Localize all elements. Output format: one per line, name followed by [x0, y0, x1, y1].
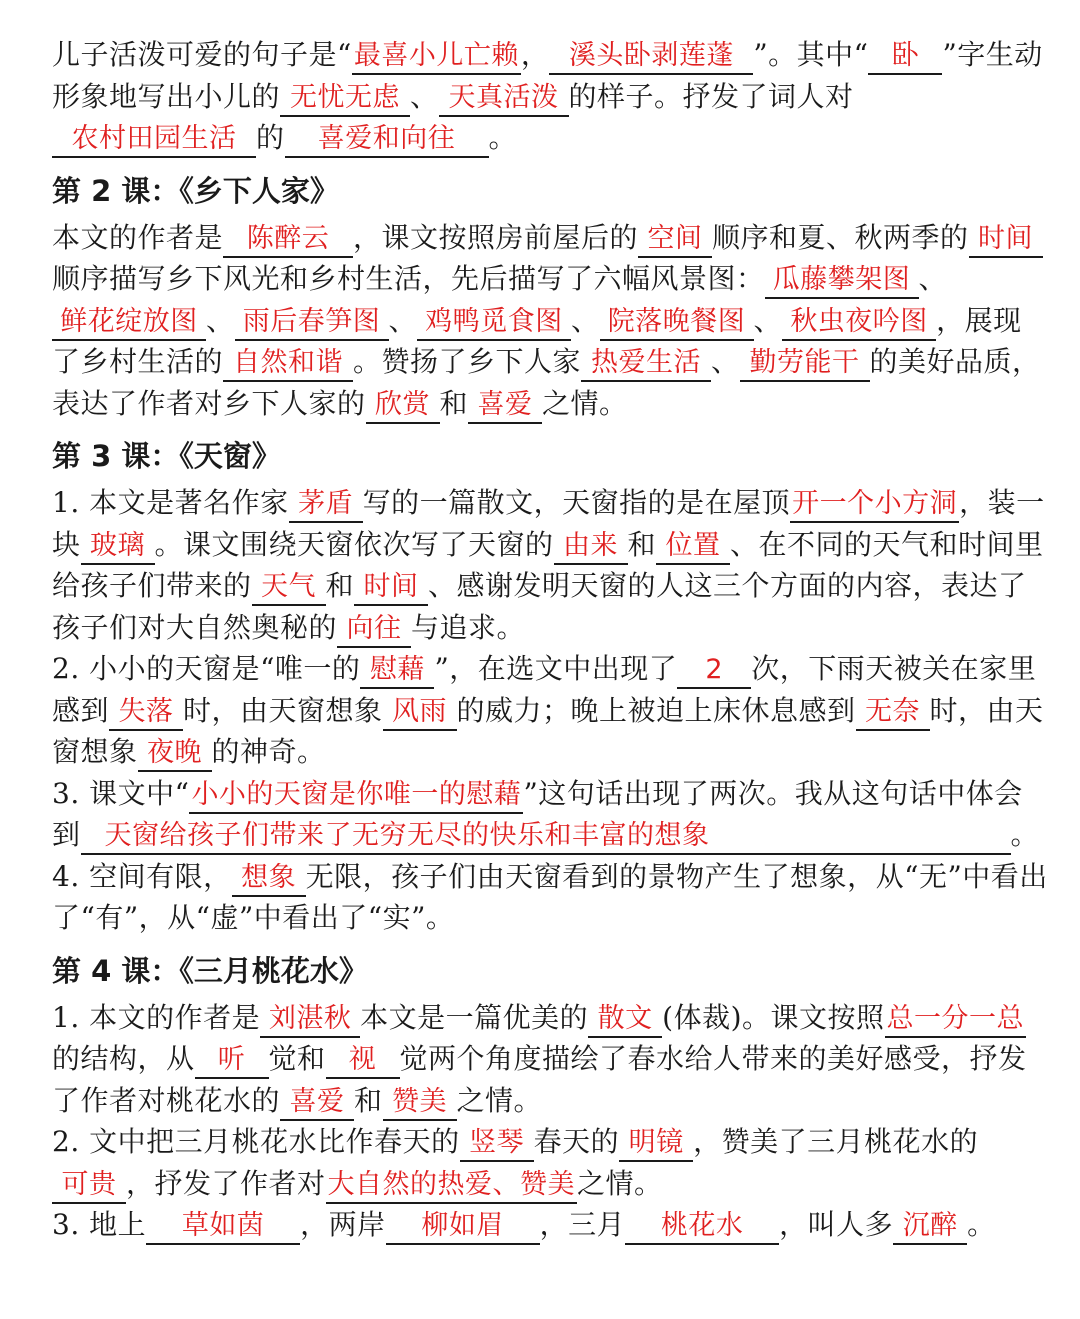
answer-blank: [765, 262, 919, 299]
answer-blank: [326, 1042, 400, 1079]
text: 本文是一篇优美的: [360, 1000, 589, 1034]
answer-blank: [856, 694, 930, 731]
text: ，抒发了作者对: [126, 1166, 326, 1200]
answer-blank: [885, 1001, 1027, 1038]
text: 无限，孩子们由天窗看到的景物产生了想象，从“无”中看出了“有”，从“虚”中看出了“实”。: [52, 859, 1048, 934]
answer-blank: [280, 80, 410, 117]
answer: 柳如眉: [421, 1210, 504, 1241]
answer: 竖琴: [469, 1127, 525, 1158]
text: 的结构，从: [52, 1042, 195, 1075]
answer-blank: [969, 221, 1043, 258]
text: 、: [753, 303, 783, 337]
answer: 院落晚餐图: [607, 305, 746, 337]
text: 、: [918, 262, 948, 295]
answer: 总一分一总: [886, 1002, 1024, 1034]
answer: 小小的天窗是你唯一的慰藉: [191, 778, 522, 810]
answer-blank: [782, 304, 936, 341]
answer: 刘湛秋: [268, 1002, 352, 1034]
answer-blank: [280, 1084, 354, 1121]
lesson-3-item-1: [52, 482, 1050, 648]
answer-blank: [366, 387, 440, 424]
text: 儿子活泼可爱的句子是“: [52, 38, 352, 71]
lesson-3-item-2: [52, 648, 1050, 773]
answer: 茅盾: [298, 488, 354, 519]
text: 。: [1010, 818, 1040, 851]
answer-blank: [189, 777, 523, 814]
answer: 瓜藤攀架图: [772, 264, 911, 295]
text: 之情。: [456, 1083, 543, 1117]
intro-paragraph: [52, 34, 1050, 159]
lesson-3-item-4: [52, 856, 1050, 939]
text: 、: [571, 303, 600, 337]
text: 和: [325, 569, 355, 602]
answer-blank: [52, 1167, 126, 1204]
answer: 鸡鸭觅食图: [425, 305, 563, 337]
answer-blank: [232, 860, 306, 897]
lesson-3-item-3: [52, 773, 1050, 856]
answer: 自然和谐: [233, 347, 344, 378]
answer: 溪头卧剥莲蓬: [568, 40, 734, 71]
answer-blank: [439, 80, 569, 117]
answer: 陈醉云: [246, 222, 330, 254]
answer-blank: [252, 569, 326, 606]
text: 2. 小小的天窗是“唯一的: [52, 652, 361, 685]
answer-blank: [383, 1084, 457, 1121]
answer: 慰藉: [369, 654, 425, 685]
answer-blank: [549, 38, 753, 75]
text: ，叫人多: [779, 1208, 894, 1241]
text: 、感谢发明天窗的人这三个方面的内容，表达了孩子们对大自然奥秘的: [52, 569, 1027, 644]
answer: 喜爱: [477, 388, 533, 420]
text: ”字生动形象地写出小儿的: [52, 38, 1043, 113]
answer: 欣赏: [375, 388, 431, 420]
lesson-4-item-1: [52, 997, 1050, 1122]
answer: 喜爱和向往: [317, 123, 456, 154]
text: 觉两个角度描绘了春水给人带来的美好感受，抒发了作者对桃花水的: [52, 1042, 1027, 1117]
text: 1. 本文的作者是: [52, 1000, 261, 1034]
answer-blank: [619, 1125, 693, 1162]
text: 的神奇。: [211, 735, 326, 768]
text: 时，由天窗想象: [52, 693, 1044, 768]
answer-blank: [638, 221, 712, 258]
answer: 秋虫夜吟图: [790, 305, 928, 337]
answer: 草如茵: [181, 1210, 265, 1241]
text: 的美好品质，表达了作者对乡下人家的: [52, 345, 1041, 420]
answer: 勤劳能干: [749, 347, 860, 378]
answer: 无忧无虑: [290, 81, 401, 113]
text: ，两岸: [300, 1208, 386, 1241]
answer-blank: [81, 528, 155, 565]
text: 。赞扬了乡下人家: [353, 345, 582, 378]
lesson-2-heading: 第 2 课：《乡下人家》: [52, 173, 339, 208]
text: 顺序和夏、秋两季的: [712, 220, 969, 254]
lesson-3-heading: 第 3 课：《天窗》: [52, 439, 281, 473]
answer: 由来: [563, 529, 619, 561]
answer: 想象: [241, 861, 297, 893]
text: 、: [711, 345, 740, 378]
answer-blank: [790, 486, 959, 523]
text: 1. 本文是著名作家: [52, 486, 289, 519]
answer-blank: [868, 38, 942, 75]
text: 4. 空间有限，: [52, 859, 232, 893]
answer: 沉醉: [902, 1210, 958, 1241]
answer-blank: [460, 1125, 534, 1162]
answer-blank: [588, 1001, 662, 1038]
answer-blank: [352, 38, 521, 75]
answer: 大自然的热爱、赞美: [327, 1168, 576, 1200]
answer: 位置: [665, 529, 721, 561]
answer-blank: [893, 1208, 967, 1245]
text: 3. 地上: [52, 1208, 147, 1241]
text: 春天的: [533, 1125, 620, 1158]
answer: 听: [217, 1044, 246, 1075]
answer: 开一个小方洞: [792, 488, 958, 519]
text: 写的一篇散文，天窗指的是在屋顶: [362, 486, 791, 519]
answer: 鲜花绽放图: [60, 305, 198, 337]
answer: 农村田园生活: [71, 123, 237, 154]
text: ”这句话出现了两次。我从这句话中体会到: [52, 776, 1023, 851]
answer-blank: [600, 304, 754, 341]
text: 、: [206, 303, 235, 337]
text: ，装一块: [52, 486, 1045, 561]
answer: 失落: [118, 695, 174, 727]
answer-blank: [354, 569, 428, 606]
answer: 可贵: [61, 1168, 117, 1200]
text: 3. 课文中“: [52, 776, 190, 810]
text: 的威力；晚上被迫上床休息感到: [456, 693, 856, 727]
text: 和: [439, 386, 469, 420]
answer: 天气: [261, 571, 317, 602]
answer: 时间: [978, 222, 1034, 254]
answer: 雨后春笋图: [242, 305, 381, 337]
answer-blank: [468, 387, 542, 424]
answer: 时间: [363, 571, 419, 602]
answer-blank: [223, 221, 353, 258]
answer-blank: [383, 694, 457, 731]
answer: 散文: [597, 1002, 653, 1034]
answer-blank: [81, 818, 1011, 855]
text: ，展现了乡村生活的: [52, 303, 1022, 378]
answer-blank: [285, 121, 489, 158]
answer: 视: [348, 1044, 377, 1075]
answer: 向往: [346, 612, 402, 644]
answer-blank: [581, 345, 711, 382]
answer-blank: [52, 304, 206, 341]
lesson-4-item-3: [52, 1204, 1050, 1246]
answer: 最喜小儿亡赖: [353, 40, 519, 71]
answer: 喜爱: [289, 1085, 345, 1117]
answer: 2: [705, 654, 724, 685]
text: ，赞美了三月桃花水的: [693, 1125, 979, 1158]
text: (体裁)。课文按照: [662, 1000, 885, 1034]
answer-blank: [656, 528, 730, 565]
answer-blank: [740, 345, 870, 382]
answer: 无奈: [865, 695, 921, 727]
answer-blank: [289, 486, 363, 523]
text: 的: [256, 121, 285, 154]
answer-blank: [52, 121, 256, 158]
answer-blank: [386, 1208, 540, 1245]
answer-blank: [360, 652, 434, 689]
text: ，课文按照房前屋后的: [353, 220, 639, 254]
text: 觉和: [268, 1042, 326, 1075]
answer: 热爱生活: [591, 347, 702, 378]
text: 次，下雨天被关在家里感到: [52, 652, 1037, 727]
answer-blank: [109, 694, 183, 731]
answer-blank: [417, 304, 571, 341]
answer: 夜晚: [147, 737, 203, 768]
text: 之情。: [542, 386, 628, 420]
text: 、: [410, 79, 439, 113]
text: 、在不同的天气和时间里给孩子们带来的: [52, 527, 1044, 602]
lesson-2-paragraph: [52, 217, 1050, 425]
answer-blank: [554, 528, 628, 565]
text: 顺序描写乡下风光和乡村生活，先后描写了六幅风景图：: [52, 262, 765, 295]
answer-blank: [195, 1042, 269, 1079]
text: 之情。: [577, 1166, 663, 1200]
answer: 玻璃: [90, 529, 146, 561]
text: 。课文围绕天窗依次写了天窗的: [154, 527, 554, 561]
answer: 空间: [647, 222, 703, 254]
answer: 赞美: [392, 1085, 448, 1117]
text: 。: [967, 1208, 996, 1241]
answer: 天窗给孩子们带来了无穷无尽的快乐和丰富的想象: [104, 820, 710, 851]
text: 本文的作者是: [52, 220, 224, 254]
text: 的样子。抒发了词人对: [568, 79, 854, 113]
answer-blank: [235, 304, 389, 341]
answer-blank: [138, 735, 212, 772]
text: 2. 文中把三月桃花水比作春天的: [52, 1125, 460, 1158]
answer-blank: [146, 1208, 300, 1245]
text: ，三月: [539, 1208, 626, 1241]
answer-blank: [677, 652, 751, 689]
text: ，: [520, 38, 550, 71]
text: 。: [488, 121, 518, 154]
answer-blank: [337, 611, 411, 648]
answer-blank: [326, 1167, 578, 1204]
text: 、: [388, 303, 418, 337]
answer: 卧: [891, 40, 920, 71]
answer-blank: [625, 1208, 779, 1245]
text: ”。其中“: [753, 38, 869, 71]
answer: 桃花水: [660, 1210, 744, 1241]
text: 与追求。: [411, 610, 526, 644]
lesson-4-heading: 第 4 课：《三月桃花水》: [52, 953, 368, 988]
answer: 天真活泼: [448, 81, 559, 113]
answer-blank: [260, 1001, 360, 1038]
text: 和: [627, 527, 657, 561]
answer: 明镜: [628, 1127, 684, 1158]
answer: 风雨: [392, 695, 448, 727]
lesson-4-item-2: [52, 1121, 1050, 1204]
text: 时，由天窗想象: [183, 693, 383, 727]
text: 和: [354, 1083, 383, 1117]
text: ”，在选文中出现了: [434, 652, 678, 685]
answer-blank: [223, 345, 353, 382]
